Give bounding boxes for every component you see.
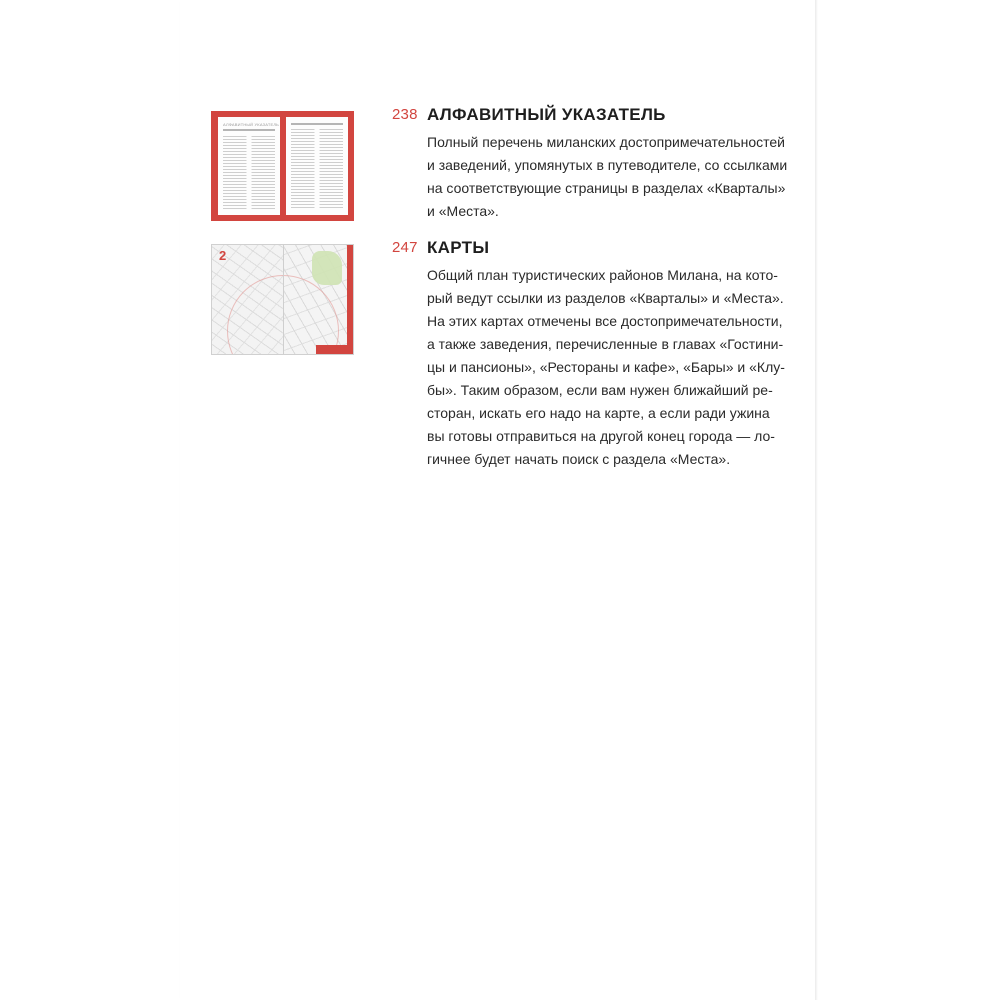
description-line: бы». Таким образом, если вам нужен ближайший ре- bbox=[427, 382, 773, 398]
description-line: на соответствующие страницы в разделах «Кварталы» bbox=[427, 180, 786, 196]
index-thumbnail-left-leaf bbox=[218, 117, 280, 215]
index-thumbnail-heading: АЛФАВИТНЫЙ УКАЗАТЕЛЬ bbox=[223, 122, 279, 127]
description-line: сторан, искать его надо на карте, а если ради ужина bbox=[427, 405, 770, 421]
map-thumbnail-red-band bbox=[347, 245, 354, 355]
map-thumbnail-red-label bbox=[316, 345, 354, 355]
index-thumbnail-rule bbox=[223, 129, 275, 131]
page-margin bbox=[815, 0, 1000, 1000]
description-line: и заведений, упомянутых в путеводителе, со ссылками bbox=[427, 157, 788, 173]
map-thumbnail bbox=[211, 244, 354, 355]
section-title: АЛФАВИТНЫЙ УКАЗАТЕЛЬ bbox=[427, 105, 666, 124]
index-thumbnail-rule bbox=[291, 123, 343, 125]
description-line: Полный перечень миланских достопримечательностей bbox=[427, 134, 785, 150]
map-thumbnail-fold bbox=[283, 245, 284, 355]
description-line: рый ведут ссылки из разделов «Кварталы» и «Места». bbox=[427, 290, 784, 306]
description-line: и «Места». bbox=[427, 203, 499, 219]
index-thumbnail-right-leaf bbox=[286, 117, 348, 215]
section-page-number: 247 bbox=[392, 239, 418, 256]
section-page-number: 238 bbox=[392, 106, 418, 123]
description-line: а также заведения, перечисленные в главах «Гостини- bbox=[427, 336, 784, 352]
section-title: КАРТЫ bbox=[427, 238, 490, 257]
index-thumbnail-columns bbox=[291, 129, 343, 210]
description-line: вы готовы отправиться на другой конец города — ло- bbox=[427, 428, 775, 444]
index-thumbnail bbox=[211, 111, 354, 221]
section-description bbox=[427, 131, 787, 223]
section-description bbox=[427, 264, 787, 471]
map-thumbnail-park bbox=[312, 251, 342, 285]
page-edge-shadow bbox=[815, 0, 818, 1000]
map-thumbnail-number: 2 bbox=[219, 248, 227, 263]
description-line: цы и пансионы», «Рестораны и кафе», «Бары» и «Клу- bbox=[427, 359, 785, 375]
description-line: Общий план туристических районов Милана, на кото- bbox=[427, 267, 778, 283]
description-line: гичнее будет начать поиск с раздела «Места». bbox=[427, 451, 731, 467]
index-thumbnail-columns bbox=[223, 136, 275, 210]
description-line: На этих картах отмечены все достопримечательности, bbox=[427, 313, 783, 329]
